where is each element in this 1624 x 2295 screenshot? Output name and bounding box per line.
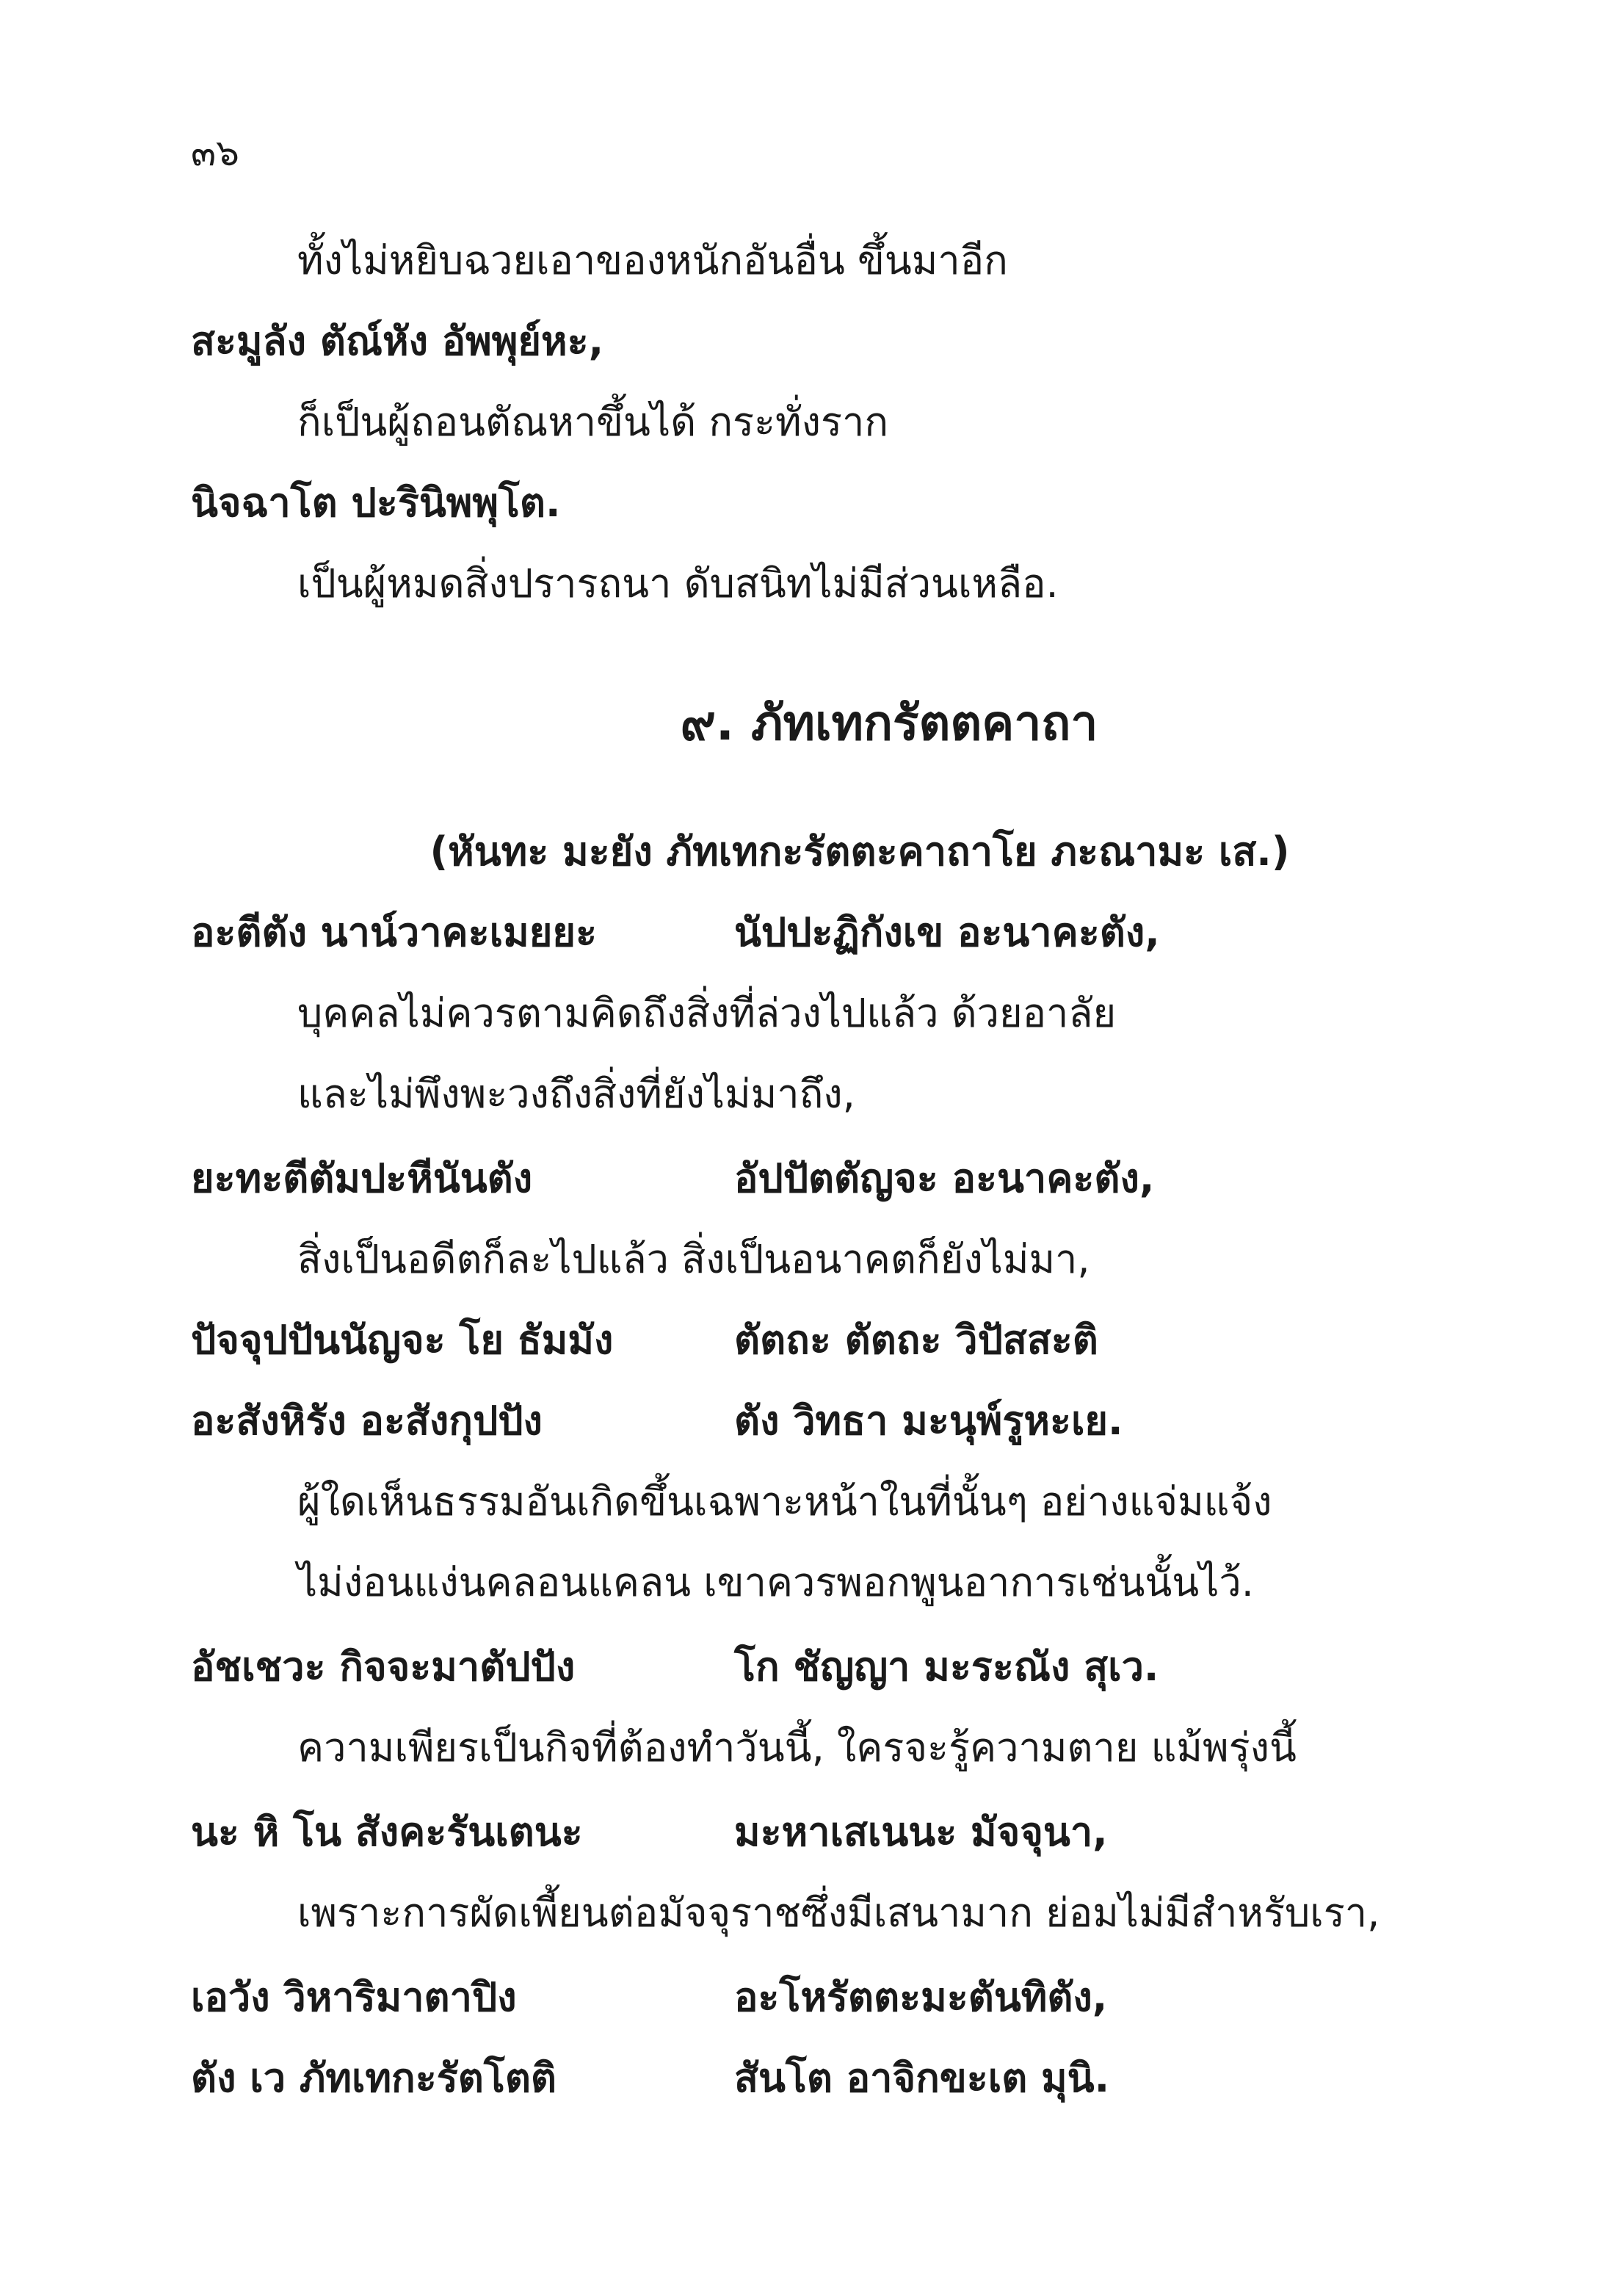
translation-line: เพราะการผัดเพี้ยนต่อมัจจุราชซึ่งมีเสนามาก ย่อมไม่มีสำหรับเรา, [297, 1890, 1380, 1936]
translation-line: และไม่พึงพะวงถึงสิ่งที่ยังไม่มาถึง, [297, 1071, 855, 1117]
translation-line: สิ่งเป็นอดีตก็ละไปแล้ว สิ่งเป็นอนาคตก็ยังไม่มา, [297, 1236, 1090, 1282]
pali-verse-row [191, 903, 1439, 962]
translation-line: ความเพียรเป็นกิจที่ต้องทำวันนี้, ใครจะรู้ความตาย แม้พรุ่งนี้ [297, 1724, 1297, 1771]
pali-verse-first-half: อะตีตัง นาน์วาคะเมยยะ [191, 909, 597, 955]
pali-verse-line: นิจฉาโต ปะรินิพพุโต. [191, 480, 561, 526]
pali-verse-first-half: ปัจจุปปันนัญจะ โย ธัมมัง [191, 1317, 614, 1363]
pali-verse-line: สะมูลัง ตัณ์หัง อัพพุย์หะ, [191, 318, 604, 364]
pali-verse-row [191, 1968, 1439, 2027]
translation-line: ก็เป็นผู้ถอนตัณหาขึ้นได้ กระทั่งราก [297, 399, 889, 445]
pali-verse-row [191, 1392, 1439, 1450]
pali-verse-row [191, 1311, 1439, 1370]
pali-verse-first-half: เอวัง วิหาริมาตาปิง [191, 1974, 517, 2020]
translation-line: เป็นผู้หมดสิ่งปรารถนา ดับสนิทไม่มีส่วนเหลือ. [297, 560, 1059, 607]
pali-verse-first-half: นะ หิ โน สังคะรันเตนะ [191, 1809, 583, 1855]
pali-verse-row [191, 1803, 1439, 1862]
section-title: ๙. ภัทเทกรัตตคาถา [680, 695, 1098, 751]
pali-verse-second-half: อัปปัตตัญจะ อะนาคะตัง, [734, 1155, 1155, 1201]
pali-verse-second-half: มะหาเสเนนะ มัจจุนา, [734, 1809, 1108, 1855]
translation-line: ผู้ใดเห็นธรรมอันเกิดขึ้นเฉพาะหน้าในที่นั้นๆ อย่างแจ่มแจ้ง [297, 1478, 1272, 1525]
section-invocation: (หันทะ มะยัง ภัทเทกะรัตตะคาถาโย ภะณามะ เส.) [429, 828, 1290, 875]
pali-verse-second-half: ตัง วิทธา มะนุพ์รูหะเย. [734, 1398, 1123, 1444]
pali-verse-row [191, 1149, 1439, 1208]
pali-verse-first-half: ยะทะตีตัมปะหีนันตัง [191, 1155, 533, 1201]
translation-line: ไม่ง่อนแง่นคลอนแคลน เขาควรพอกพูนอาการเช่นนั้นไว้. [297, 1559, 1254, 1605]
pali-verse-second-half: อะโหรัตตะมะตันทิตัง, [734, 1974, 1108, 2020]
pali-verse-first-half: อะสังหิรัง อะสังกุปปัง [191, 1398, 543, 1444]
pali-verse-row [191, 2049, 1439, 2108]
pali-verse-row [191, 1638, 1439, 1696]
page-number: ๓๖ [191, 131, 239, 174]
translation-line: ทั้งไม่หยิบฉวยเอาของหนักอันอื่น ขึ้นมาอีก [297, 237, 1008, 283]
pali-verse-first-half: ตัง เว ภัทเทกะรัตโตติ [191, 2055, 557, 2101]
pali-verse-second-half: โก ชัญญา มะระณัง สุเว. [734, 1644, 1159, 1690]
pali-verse-first-half: อัชเชวะ กิจจะมาตัปปัง [191, 1644, 576, 1690]
pali-verse-second-half: ตัตถะ ตัตถะ วิปัสสะติ [734, 1317, 1098, 1363]
pali-verse-second-half: สันโต อาจิกขะเต มุนิ. [734, 2055, 1110, 2101]
pali-verse-second-half: นัปปะฏิกังเข อะนาคะตัง, [734, 909, 1160, 955]
translation-line: บุคคลไม่ควรตามคิดถึงสิ่งที่ล่วงไปแล้ว ด้วยอาลัย [297, 990, 1117, 1036]
